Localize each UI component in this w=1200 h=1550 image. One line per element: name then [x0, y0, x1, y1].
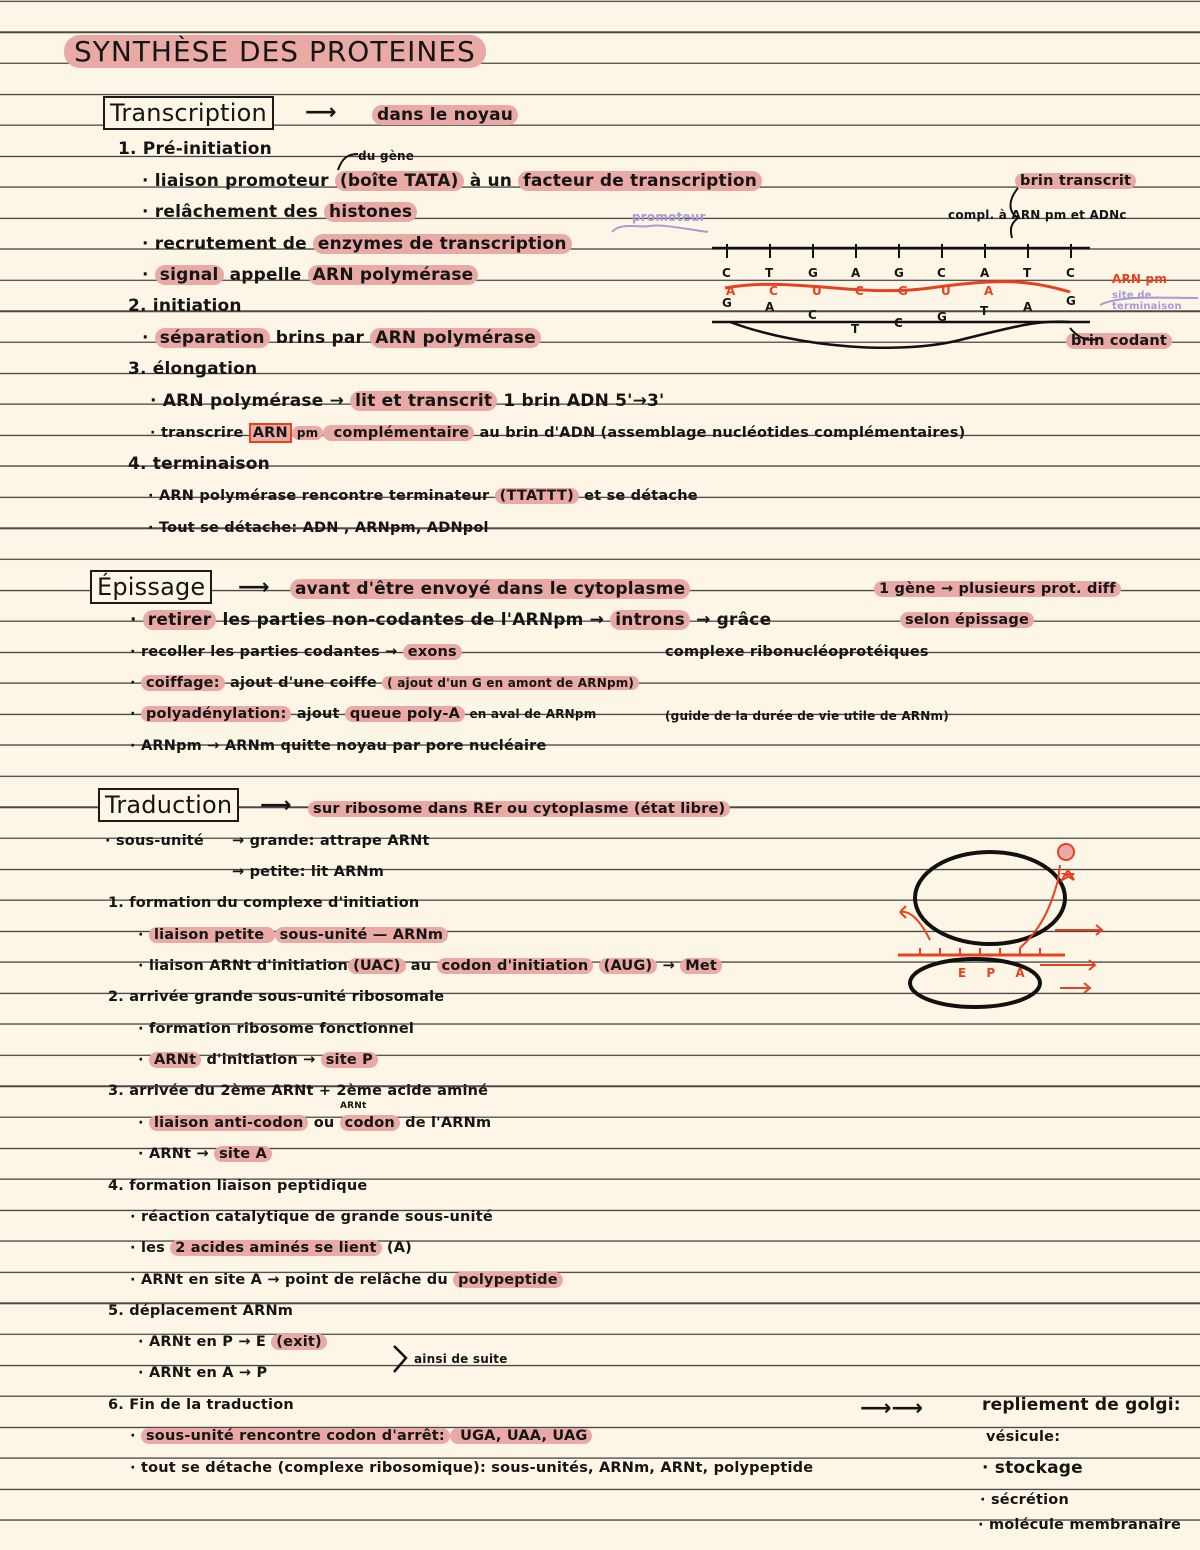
- dna-base-bottom: C: [894, 316, 904, 330]
- rna-base: U: [941, 284, 951, 298]
- subunit-small: → petite: lit ARNm: [232, 864, 385, 880]
- step-label: 4. terminaison: [128, 454, 270, 474]
- list-item: · réaction catalytique de grande sous-unité: [130, 1209, 493, 1225]
- list-item: · liaison promoteur (boîte TATA) à un facteur de transcription: [142, 170, 762, 192]
- dna-base-top: T: [1023, 266, 1032, 280]
- dna-tick: [855, 244, 857, 258]
- golgi-sub: vésicule:: [986, 1429, 1061, 1445]
- list-item: · ARNt d'initiation → site P: [138, 1049, 378, 1071]
- dna-base-bottom: C: [808, 308, 818, 322]
- list-item: · liaison anti-codon ou codon de l'ARNm: [138, 1115, 492, 1131]
- golgi-title: repliement de golgi:: [982, 1395, 1181, 1415]
- step-label: 2. arrivée grande sous-unité ribosomale: [108, 989, 445, 1005]
- transcription-heading: Transcription: [103, 96, 274, 130]
- step-label: 2. initiation: [128, 296, 242, 316]
- transcription-location: dans le noyau: [372, 104, 518, 126]
- brace-icon: [392, 1344, 412, 1374]
- list-item: · formation ribosome fonctionnel: [138, 1021, 415, 1037]
- epissage-note: selon épissage: [900, 609, 1034, 631]
- epissage-location: avant d'être envoyé dans le cytoplasme: [290, 578, 690, 600]
- dna-base-top: T: [765, 266, 774, 280]
- arrow-icon: ⟶: [238, 575, 270, 600]
- rna-base: A: [726, 284, 736, 298]
- list-item: · signal appelle ARN polymérase: [142, 264, 478, 286]
- traduction-heading: Traduction: [98, 788, 239, 822]
- brace-note: ainsi de suite: [414, 1352, 508, 1366]
- rna-base: C: [855, 284, 865, 298]
- dna-tick: [1027, 244, 1029, 258]
- epissage-note: 1 gène → plusieurs prot. diff: [874, 578, 1121, 600]
- dna-tick: [726, 244, 728, 258]
- label-promoter: promoteur: [632, 210, 706, 224]
- rna-base: G: [898, 284, 909, 298]
- dna-base-top: C: [937, 266, 947, 280]
- label-arn-pm: ARN pm: [1112, 272, 1168, 286]
- list-item: · coiffage: ajout d'une coiffe ( ajout d'un G en amont de ARNpm): [130, 672, 639, 694]
- dna-base-bottom: A: [1023, 300, 1033, 314]
- list-item: · recoller les parties codantes → exons: [130, 641, 462, 663]
- annotation-arnt: ARNt: [340, 1101, 367, 1111]
- dna-base-bottom: G: [937, 310, 948, 324]
- golgi-item: · stockage: [982, 1458, 1083, 1478]
- dna-base-top: G: [808, 266, 819, 280]
- list-item: · retirer les parties non-codantes de l'ARNpm → introns → grâce: [130, 610, 772, 630]
- ribosome-sites: E P A: [958, 966, 1033, 980]
- rna-base: C: [769, 284, 779, 298]
- list-item: · ARN polymérase rencontre terminateur (TTATTT) et se détache: [148, 488, 698, 504]
- traduction-location: sur ribosome dans REr ou cytoplasme (état libre): [308, 798, 730, 820]
- dna-base-top: G: [894, 266, 905, 280]
- step-label: 6. Fin de la traduction: [108, 1397, 294, 1413]
- dna-base-top: A: [851, 266, 861, 280]
- list-item: complexe ribonucléoprotéiques: [665, 644, 929, 660]
- list-item: · ARNt en P → E (exit): [138, 1331, 327, 1353]
- list-item-note: (guide de la durée de vie utile de ARNm): [665, 709, 949, 723]
- subunit-label: · sous-unité: [105, 833, 204, 849]
- step-label: 4. formation liaison peptidique: [108, 1178, 368, 1194]
- list-item: · séparation brins par ARN polymérase: [142, 327, 541, 349]
- list-item: · liaison petite sous-unité — ARNm: [138, 924, 448, 946]
- arrow-icon: ⟶: [305, 100, 337, 125]
- dna-tick: [1070, 244, 1072, 258]
- arrow-icon: ⟶: [260, 793, 292, 818]
- step-label: 3. arrivée du 2ème ARNt + 2ème acide aminé: [108, 1083, 489, 1099]
- dna-base-bottom: T: [980, 304, 989, 318]
- dna-base-top: A: [980, 266, 990, 280]
- list-item: · ARNt → site A: [138, 1143, 272, 1165]
- label-terminator: site de terminaison: [1112, 290, 1182, 312]
- list-item: · ARNt en site A → point de relâche du polypeptide: [130, 1269, 563, 1291]
- dna-tick: [898, 244, 900, 258]
- list-item: · Tout se détache: ADN , ARNpm, ADNpol: [148, 520, 489, 536]
- step-label: 5. déplacement ARNm: [108, 1303, 294, 1319]
- epissage-heading: Épissage: [90, 570, 212, 604]
- golgi-item: · sécrétion: [980, 1492, 1069, 1508]
- step-label: 1. formation du complexe d'initiation: [108, 895, 420, 911]
- arrow-icon: ⟶⟶: [860, 1396, 924, 1421]
- list-item: · les 2 acides aminés se lient (A): [130, 1240, 412, 1256]
- subunit-big: → grande: attrape ARNt: [232, 833, 430, 849]
- dna-base-bottom: T: [851, 322, 860, 336]
- annotation-gene: du gène: [358, 149, 415, 163]
- step-label: 1. Pré-initiation: [118, 139, 272, 159]
- dna-tick: [812, 244, 814, 258]
- list-item: · relâchement des histones: [142, 201, 417, 223]
- list-item: · tout se détache (complexe ribosomique): sous-unités, ARNm, ARNt, polypeptide: [130, 1460, 814, 1476]
- list-item: · sous-unité rencontre codon d'arrêt: UGA, UAA, UAG: [130, 1425, 592, 1447]
- dna-base-bottom: G: [722, 296, 733, 310]
- dna-base-top: C: [1066, 266, 1076, 280]
- list-item: · ARNt en A → P: [138, 1365, 268, 1381]
- list-item: · recrutement de enzymes de transcription: [142, 233, 572, 255]
- dna-tick: [769, 244, 771, 258]
- rna-base: A: [984, 284, 994, 298]
- list-item: · liaison ARNt d'initiation (UAC) au codon d'initiation (AUG) → Met: [138, 955, 722, 977]
- label-complementary: compl. à ARN pm et ADNc: [948, 208, 1127, 222]
- rna-base: U: [812, 284, 822, 298]
- label-coding-strand: brin codant: [1066, 330, 1172, 352]
- dna-base-top: C: [722, 266, 732, 280]
- dna-base-bottom: G: [1066, 294, 1077, 308]
- dna-tick: [941, 244, 943, 258]
- page-title: SYNTHÈSE DES PROTEINES: [64, 34, 486, 70]
- ribosome-diagram: [890, 840, 1120, 1010]
- label-transcribed-strand: brin transcrit: [1015, 170, 1136, 192]
- list-item: · ARN polymérase → lit et transcrit 1 brin ADN 5'→3': [150, 391, 665, 411]
- golgi-item: · molécule membranaire: [978, 1517, 1182, 1533]
- dna-base-bottom: A: [765, 300, 775, 314]
- list-item: · polyadénylation: ajout queue poly-A en aval de ARNpm: [130, 706, 597, 722]
- step-label: 3. élongation: [128, 359, 258, 379]
- list-item: · ARNpm → ARNm quitte noyau par pore nucléaire: [130, 738, 547, 754]
- dna-tick: [984, 244, 986, 258]
- list-item: · transcrire ARN pm complémentaire au brin d'ADN (assemblage nucléotides complémentaires): [150, 425, 966, 441]
